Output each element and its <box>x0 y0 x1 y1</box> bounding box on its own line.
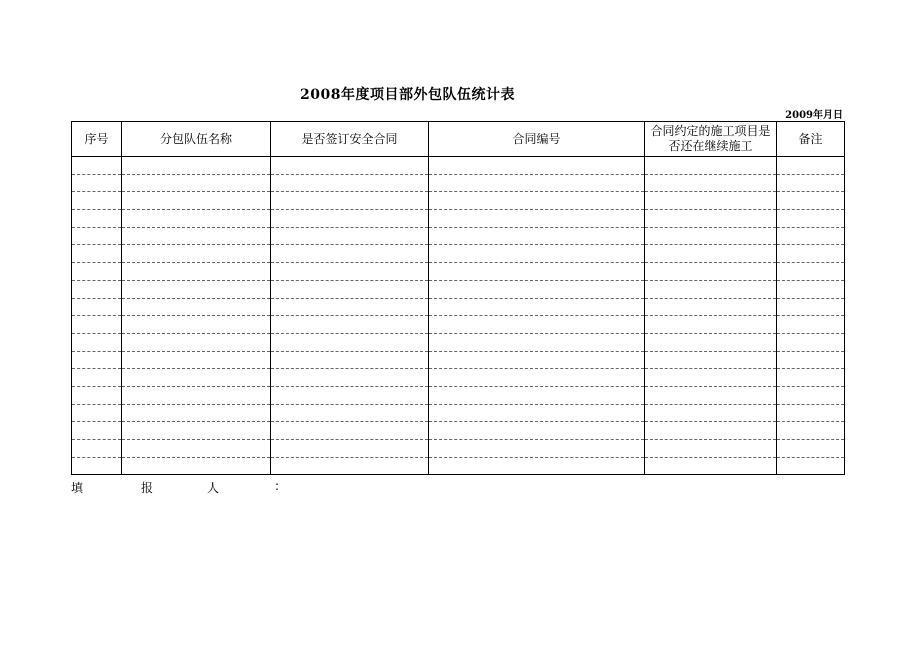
table-cell <box>122 386 271 404</box>
table-cell <box>271 298 429 316</box>
table-row <box>72 210 845 228</box>
subcontractor-table <box>71 121 845 475</box>
table-row <box>72 457 845 475</box>
table-cell <box>429 316 645 334</box>
header-safety-contract: 是否签订安全合同 <box>271 122 429 157</box>
filler-char-2: 报 <box>141 481 154 495</box>
table-cell <box>645 298 777 316</box>
table-cell <box>72 192 122 210</box>
filler-colon: : <box>275 479 280 493</box>
table-cell <box>122 351 271 369</box>
table-cell <box>429 227 645 245</box>
table-row <box>72 263 845 281</box>
table-cell <box>271 174 429 192</box>
table-cell <box>122 369 271 387</box>
table-cell <box>645 280 777 298</box>
table-cell <box>777 440 845 458</box>
table-cell <box>645 316 777 334</box>
table-cell <box>777 227 845 245</box>
table-cell <box>72 440 122 458</box>
table-row <box>72 404 845 422</box>
table-cell <box>271 316 429 334</box>
table-cell <box>122 210 271 228</box>
table-cell <box>122 316 271 334</box>
table-cell <box>429 157 645 175</box>
table-cell <box>777 422 845 440</box>
table-cell <box>429 280 645 298</box>
table-cell <box>72 316 122 334</box>
table-row <box>72 245 845 263</box>
table-cell <box>645 386 777 404</box>
table-cell <box>122 263 271 281</box>
table-cell <box>72 298 122 316</box>
table-cell <box>777 298 845 316</box>
table-cell <box>72 386 122 404</box>
filler-char-3: 人 <box>207 481 220 495</box>
table-cell <box>645 333 777 351</box>
table-row <box>72 422 845 440</box>
table-cell <box>122 245 271 263</box>
header-remarks: 备注 <box>777 122 845 157</box>
document-date: 2009年月日 <box>785 110 843 121</box>
table-cell <box>72 457 122 475</box>
table-cell <box>72 263 122 281</box>
table-cell <box>645 192 777 210</box>
table-cell <box>429 404 645 422</box>
table-cell <box>645 157 777 175</box>
table-cell <box>122 280 271 298</box>
table-cell <box>777 174 845 192</box>
table-cell <box>777 245 845 263</box>
table-cell <box>777 192 845 210</box>
table-cell <box>271 404 429 422</box>
table-cell <box>271 263 429 281</box>
table-cell <box>122 174 271 192</box>
table-cell <box>429 457 645 475</box>
table-cell <box>645 351 777 369</box>
table-row <box>72 316 845 334</box>
table-cell <box>122 192 271 210</box>
table-cell <box>72 157 122 175</box>
table-cell <box>271 245 429 263</box>
table-cell <box>429 245 645 263</box>
table-row <box>72 369 845 387</box>
table-cell <box>122 227 271 245</box>
table-cell <box>271 333 429 351</box>
table-header-row <box>72 122 845 157</box>
table-cell <box>122 457 271 475</box>
table-cell <box>72 333 122 351</box>
table-cell <box>645 263 777 281</box>
header-serial-number: 序号 <box>72 122 122 157</box>
table-cell <box>429 440 645 458</box>
table-cell <box>72 227 122 245</box>
table-cell <box>271 227 429 245</box>
table-cell <box>777 369 845 387</box>
table-cell <box>271 457 429 475</box>
table-cell <box>122 422 271 440</box>
table-cell <box>271 351 429 369</box>
table-cell <box>429 192 645 210</box>
table-cell <box>645 404 777 422</box>
table-cell <box>72 245 122 263</box>
table-cell <box>122 157 271 175</box>
table-cell <box>645 245 777 263</box>
table-cell <box>271 280 429 298</box>
table-cell <box>777 457 845 475</box>
table-cell <box>777 333 845 351</box>
table-cell <box>429 351 645 369</box>
table-cell <box>72 210 122 228</box>
table-cell <box>271 422 429 440</box>
table-cell <box>429 386 645 404</box>
table-cell <box>271 440 429 458</box>
header-subcontractor-name: 分包队伍名称 <box>122 122 271 157</box>
table-cell <box>271 386 429 404</box>
header-construction-continuing: 合同约定的施工项目是否还在继续施工 <box>645 122 777 157</box>
table-row <box>72 386 845 404</box>
table-cell <box>271 369 429 387</box>
table-row <box>72 351 845 369</box>
table-cell <box>72 369 122 387</box>
table-row <box>72 280 845 298</box>
table-cell <box>72 422 122 440</box>
filler-char-1: 填 <box>71 481 84 495</box>
table-cell <box>122 298 271 316</box>
table-cell <box>645 422 777 440</box>
table-cell <box>429 174 645 192</box>
table-cell <box>72 351 122 369</box>
table-cell <box>429 263 645 281</box>
table-cell <box>122 333 271 351</box>
table-cell <box>645 210 777 228</box>
table-cell <box>271 157 429 175</box>
table-cell <box>777 157 845 175</box>
table-cell <box>122 440 271 458</box>
table-cell <box>429 369 645 387</box>
table-cell <box>777 386 845 404</box>
table-cell <box>645 174 777 192</box>
table-row <box>72 157 845 175</box>
table-cell <box>777 280 845 298</box>
table-cell <box>777 316 845 334</box>
table-row <box>72 298 845 316</box>
table-row <box>72 333 845 351</box>
table-cell <box>777 351 845 369</box>
table-row <box>72 174 845 192</box>
table-cell <box>645 440 777 458</box>
table-cell <box>645 227 777 245</box>
table-cell <box>72 280 122 298</box>
table-cell <box>777 404 845 422</box>
table-cell <box>645 457 777 475</box>
table-cell <box>777 263 845 281</box>
table-row <box>72 192 845 210</box>
table-cell <box>429 298 645 316</box>
table-cell <box>429 333 645 351</box>
table-row <box>72 227 845 245</box>
table-row <box>72 440 845 458</box>
table-body <box>72 157 845 475</box>
table-cell <box>429 210 645 228</box>
table-cell <box>645 369 777 387</box>
document-title: 2008年度项目部外包队伍统计表 <box>300 87 515 103</box>
table-cell <box>72 404 122 422</box>
table-cell <box>271 210 429 228</box>
table-cell <box>72 174 122 192</box>
header-contract-number: 合同编号 <box>429 122 645 157</box>
table-cell <box>122 404 271 422</box>
table-cell <box>271 192 429 210</box>
table-cell <box>429 422 645 440</box>
table-cell <box>777 210 845 228</box>
